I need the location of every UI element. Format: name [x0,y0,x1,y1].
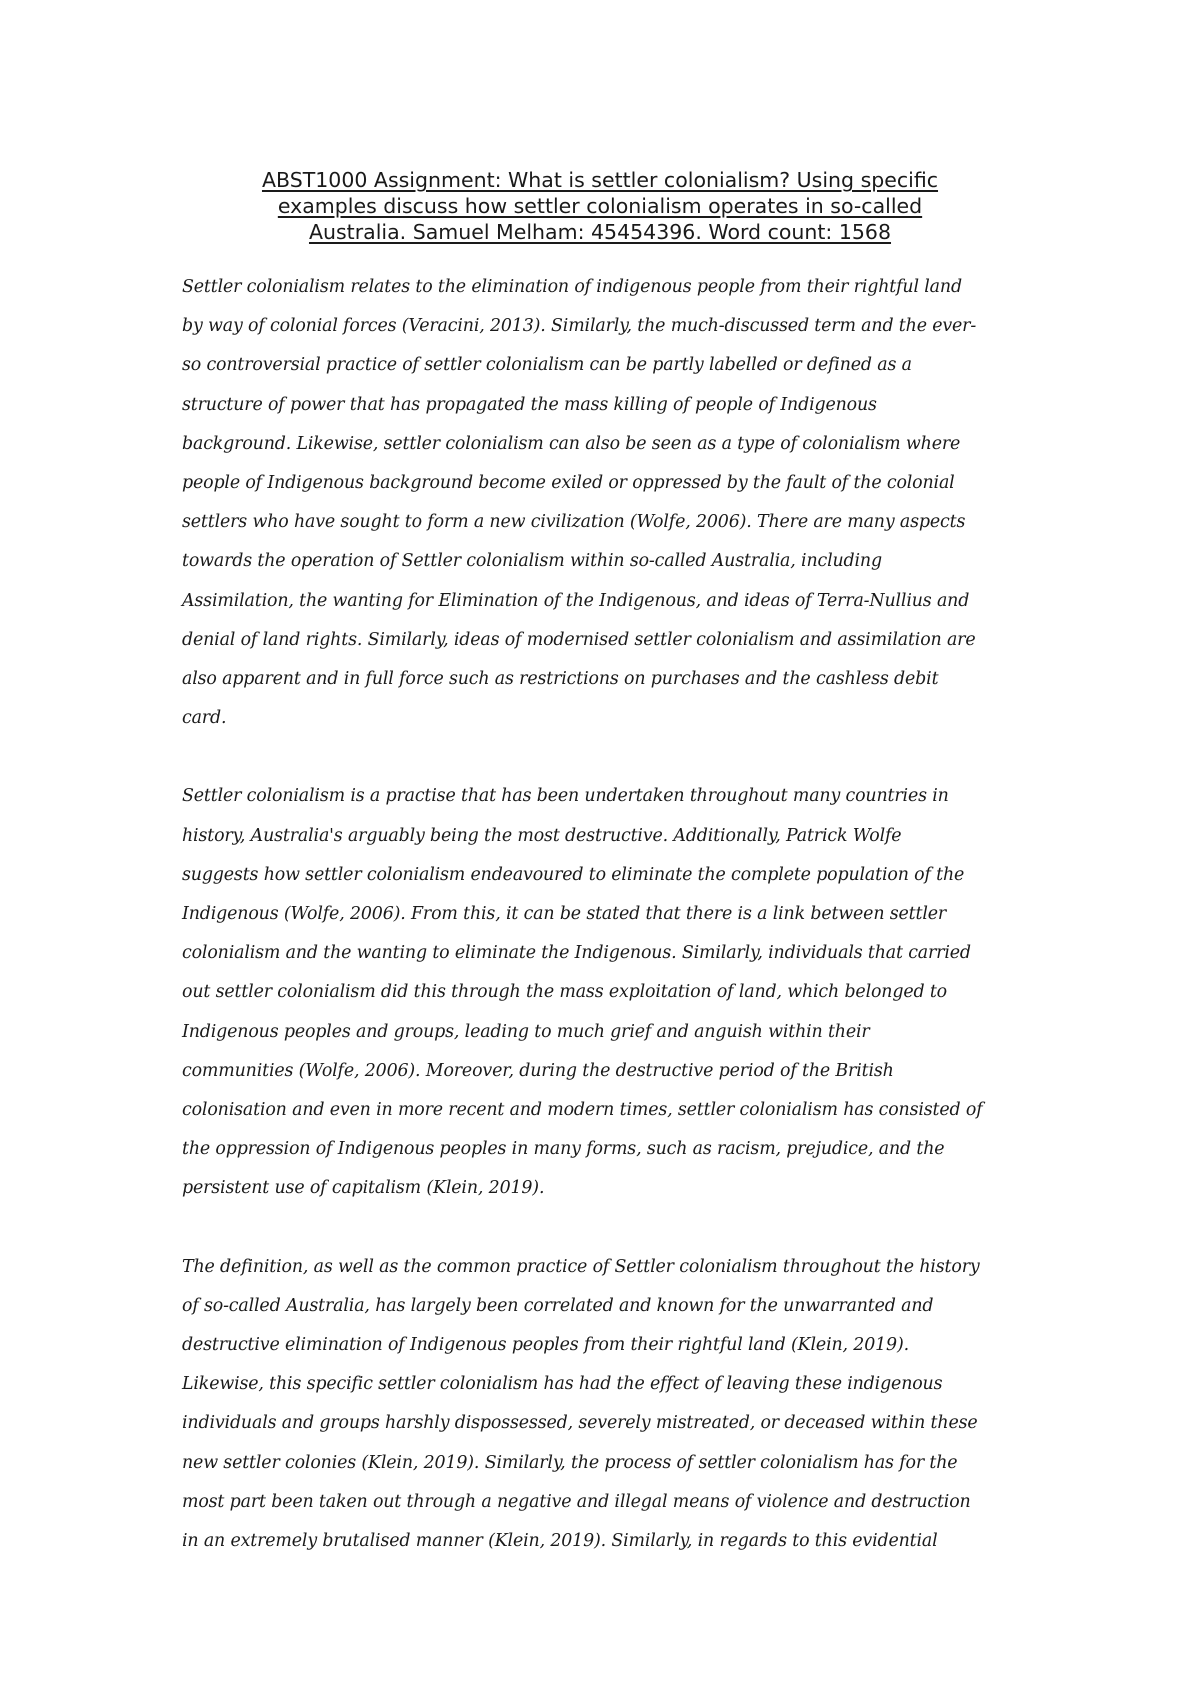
text-line: persistent use of capitalism (Klein, 2019). [182,1178,545,1199]
text-line: Assimilation, the wanting for Elimination of the Indigenous, and ideas of Terra-Nullius and [182,590,970,611]
document-title [175,167,1025,245]
text-line: out settler colonialism did this through the mass exploitation of land, which belonged to [182,982,948,1003]
text-line: The definition, as well as the common practice of Settler colonialism throughout the history [182,1256,980,1277]
text-line: Indigenous (Wolfe, 2006). From this, it can be stated that there is a link between settler [182,904,947,925]
text-line: towards the operation of Settler colonialism within so-called Australia, including [182,551,882,572]
title-line: Australia. Samuel Melham: 45454396. Word count: 1568 [308,220,892,244]
text-line: individuals and groups harshly dispossessed, severely mistreated, or deceased within these [182,1413,978,1434]
text-line: in an extremely brutalised manner (Klein, 2019). Similarly, in regards to this evidential [182,1531,938,1552]
text-line: the oppression of Indigenous peoples in many forms, such as racism, prejudice, and the [182,1139,945,1160]
text-line: colonisation and even in more recent and modern times, settler colonialism has consisted of [182,1100,983,1121]
paragraph-2 [182,777,1027,1208]
text-line: by way of colonial forces (Veracini, 2013). Similarly, the much-discussed term and the ever- [182,316,977,337]
text-line: of so-called Australia, has largely been correlated and known for the unwarranted and [182,1295,934,1316]
text-line: denial of land rights. Similarly, ideas of modernised settler colonialism and assimilation are [182,629,976,650]
paragraph-3 [182,1248,1027,1562]
text-line: Settler colonialism is a practise that has been undertaken throughout many countries in [182,786,949,807]
title-line: examples discuss how settler colonialism operates in so-called [277,194,923,218]
text-line: card. [182,708,227,729]
text-line: suggests how settler colonialism endeavoured to eliminate the complete population of the [182,864,965,885]
title-line: ABST1000 Assignment: What is settler colonialism? Using specific [261,168,939,192]
text-line: most part been taken out through a negative and illegal means of violence and destruction [182,1491,971,1512]
text-line: also apparent and in full force such as restrictions on purchases and the cashless debit [182,669,939,690]
text-line: settlers who have sought to form a new civilization (Wolfe, 2006). There are many aspects [182,512,966,533]
text-line: Indigenous peoples and groups, leading to much grief and anguish within their [182,1021,870,1042]
paragraph-1 [182,268,1027,738]
text-line: structure of power that has propagated the mass killing of people of Indigenous [182,394,877,415]
text-line: communities (Wolfe, 2006). Moreover, during the destructive period of the British [182,1060,894,1081]
document-body [182,268,1027,1600]
text-line: background. Likewise, settler colonialism can also be seen as a type of colonialism where [182,433,961,454]
text-line: Likewise, this specific settler colonialism has had the effect of leaving these indigenous [182,1374,943,1395]
text-line: Settler colonialism relates to the elimination of indigenous people from their rightful land [182,277,962,297]
text-line: history, Australia's arguably being the most destructive. Additionally, Patrick Wolfe [182,825,902,846]
text-line: colonialism and the wanting to eliminate the Indigenous. Similarly, individuals that carried [182,943,971,964]
text-line: destructive elimination of Indigenous peoples from their rightful land (Klein, 2019). [182,1335,909,1356]
text-line: new settler colonies (Klein, 2019). Similarly, the process of settler colonialism has for the [182,1452,958,1473]
text-line: so controversial practice of settler colonialism can be partly labelled or defined as a [182,355,912,376]
text-line: people of Indigenous background become exiled or oppressed by the fault of the colonial [182,473,955,494]
